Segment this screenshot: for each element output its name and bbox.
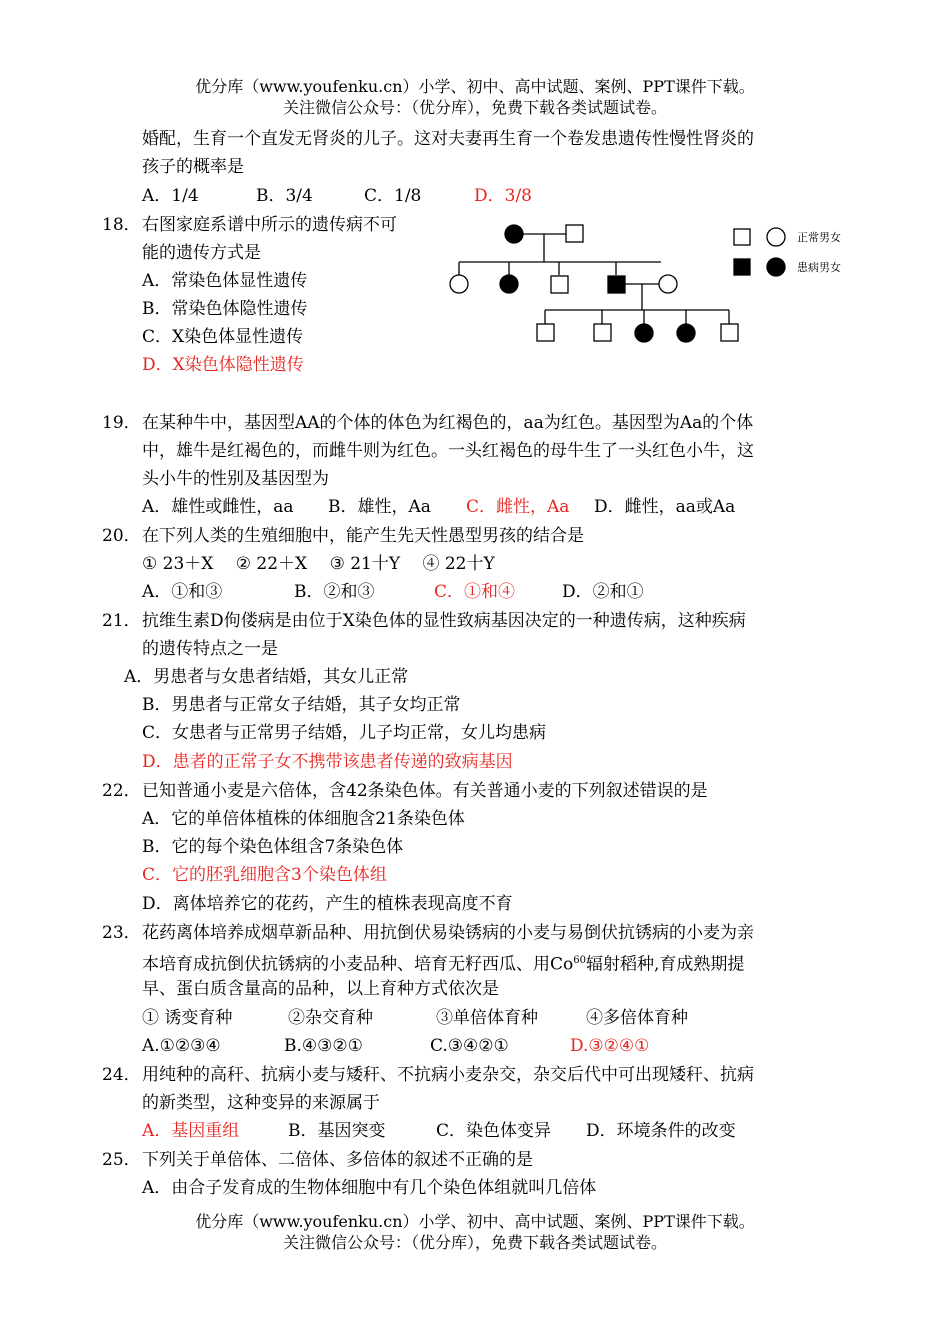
q23-method-2: ②杂交育种	[288, 1008, 373, 1028]
q23-method-1: ① 诱变育种	[142, 1008, 233, 1028]
q18-number: 18．	[102, 215, 141, 235]
q19-options	[142, 494, 735, 520]
legend-normal-label: 正常男女	[797, 231, 841, 244]
q23-options	[142, 1033, 649, 1059]
footer-line-1: 优分库（www.youfenku.cn）小学、初中、高中试题、案例、PPT课件下载。	[195, 1212, 755, 1231]
q23-option-c: C.③④②①	[430, 1036, 509, 1056]
legend-affected-male-icon	[734, 259, 750, 275]
q20-option-b: B．②和③	[294, 582, 375, 602]
gen2-affected-female	[500, 275, 518, 293]
q22-text-1: 已知普通小麦是六倍体，含42条染色体。有关普通小麦的下列叙述错误的是	[142, 781, 708, 801]
q22-number: 22．	[102, 781, 141, 801]
q19-option-a: A．雄性或雌性，aa	[142, 497, 294, 517]
pedigree-diagram	[445, 218, 850, 348]
q17-option-a: A．1/4	[142, 186, 199, 206]
gen3-affected-female-2	[677, 324, 695, 342]
q17-option-b: B．3/4	[256, 186, 313, 206]
q20-options	[142, 579, 644, 605]
q17-option-c: C．1/8	[364, 186, 422, 206]
q18-option-d: D．X染色体隐性遗传	[142, 355, 304, 375]
q24-text-2: 的新类型，这种变异的来源属于	[142, 1093, 380, 1113]
q19-text-3: 头小牛的性别及基因型为	[142, 469, 329, 489]
q17-text-1: 婚配，生育一个直发无肾炎的儿子。这对夫妻再生育一个卷发患遗传性慢性肾炎的	[142, 129, 754, 149]
q20-option-a: A．①和③	[142, 582, 223, 602]
q23-option-a: A.①②③④	[142, 1036, 221, 1056]
q18-option-c: C．X染色体显性遗传	[142, 327, 304, 347]
gen2-normal-female-1	[450, 275, 468, 293]
q21-option-a: A．男患者与女患者结婚，其女儿正常	[124, 667, 409, 687]
gen2-normal-male	[551, 276, 568, 293]
gen1-normal-male	[566, 225, 583, 242]
legend-normal-male-icon	[734, 229, 750, 245]
q21-option-b: B．男患者与正常女子结婚，其子女均正常	[142, 695, 461, 715]
header-line-1: 优分库（www.youfenku.cn）小学、初中、高中试题、案例、PPT课件下载。	[195, 77, 755, 96]
q18-option-b: B．常染色体隐性遗传	[142, 299, 308, 319]
legend-affected-female-icon	[767, 258, 785, 276]
q19-text-2: 中，雄牛是红褐色的，而雌牛则为红色。一头红褐色的母牛生了一头红色小牛，这	[142, 441, 754, 461]
q23-option-b: B.④③②①	[284, 1036, 363, 1056]
gen2-spouse-normal-female	[659, 275, 677, 293]
q19-option-d: D．雌性，aa或Aa	[594, 497, 736, 517]
q23-number: 23．	[102, 923, 141, 943]
q23-text-2b: 辐射稻种,育成熟期提	[585, 954, 745, 975]
gen3-normal-male-2	[594, 324, 611, 341]
q23-method-3: ③单倍体育种	[436, 1008, 538, 1028]
gen3-normal-male-1	[537, 324, 554, 341]
q23-text-1: 花药离体培养成烟草新品种、用抗倒伏易染锈病的小麦与易倒伏抗锈病的小麦为亲	[142, 923, 754, 943]
q24-number: 24．	[102, 1065, 141, 1085]
q21-option-c: C．女患者与正常男子结婚，儿子均正常，女儿均患病	[142, 723, 547, 743]
q23-option-d: D.③②④①	[570, 1036, 650, 1056]
q18-text-2: 能的遗传方式是	[142, 243, 261, 263]
q25-number: 25．	[102, 1150, 141, 1170]
q22-option-b: B．它的每个染色体组含7条染色体	[142, 837, 404, 857]
q23-text-2	[142, 948, 744, 978]
q22-option-c: C．它的胚乳细胞含3个染色体组	[142, 865, 387, 885]
q18-option-a: A．常染色体显性遗传	[142, 271, 308, 291]
header-line-2: 关注微信公众号：（优分库），免费下载各类试题试卷。	[282, 98, 667, 117]
gen2-affected-male	[608, 276, 625, 293]
q20-option-c: C．①和④	[434, 582, 516, 602]
q21-number: 21．	[102, 611, 141, 631]
q24-option-a: A．基因重组	[142, 1121, 240, 1141]
q22-option-a: A．它的单倍体植株的体细胞含21条染色体	[142, 809, 465, 829]
legend-normal-female-icon	[767, 228, 785, 246]
q19-number: 19．	[102, 413, 141, 433]
q25-text-1: 下列关于单倍体、二倍体、多倍体的叙述不正确的是	[142, 1150, 533, 1170]
q20-option-d: D．②和①	[562, 582, 644, 602]
q24-option-c: C．染色体变异	[436, 1121, 552, 1141]
q24-option-d: D．环境条件的改变	[586, 1121, 736, 1141]
q19-text-1: 在某种牛中，基因型AA的个体的体色为红褐色的，aa为红色。基因型为Aa的个体	[142, 413, 754, 433]
gen1-affected-female	[505, 225, 523, 243]
gen3-affected-female-1	[635, 324, 653, 342]
q17-text-2: 孩子的概率是	[142, 157, 244, 177]
q24-text-1: 用纯种的高秆、抗病小麦与矮秆、不抗病小麦杂交，杂交后代中可出现矮秆、抗病	[142, 1065, 754, 1085]
q23-text-3: 早、蛋白质含量高的品种，以上育种方式依次是	[142, 979, 499, 999]
q22-option-d: D．离体培养它的花药，产生的植株表现高度不育	[142, 894, 513, 914]
q18-text-1: 右图家庭系谱中所示的遗传病不可	[142, 215, 397, 235]
q21-text-1: 抗维生素D佝偻病是由位于X染色体的显性致病基因决定的一种遗传病，这种疾病	[142, 611, 746, 631]
q23-methods	[142, 1005, 688, 1031]
q24-option-b: B．基因突变	[288, 1121, 386, 1141]
q23-method-4: ④多倍体育种	[586, 1008, 688, 1028]
q24-options	[142, 1118, 736, 1144]
q20-items: ① 23＋X ② 22＋X ③ 21十Y ④ 22十Y	[142, 554, 495, 574]
q17-options	[142, 183, 532, 209]
q23-text-2a: 本培育成抗倒伏抗锈病的小麦品种、培育无籽西瓜、用Co	[142, 954, 574, 975]
q21-option-d: D．患者的正常子女不携带该患者传递的致病基因	[142, 752, 513, 772]
q20-number: 20．	[102, 526, 141, 546]
q23-superscript: 60	[573, 955, 586, 966]
q20-text-1: 在下列人类的生殖细胞中，能产生先天性愚型男孩的结合是	[142, 526, 584, 546]
q21-text-2: 的遗传特点之一是	[142, 639, 278, 659]
q17-option-d: D．3/8	[474, 186, 532, 206]
legend-affected-label: 患病男女	[797, 261, 841, 274]
q25-option-a: A．由合子发育成的生物体细胞中有几个染色体组就叫几倍体	[142, 1178, 597, 1198]
footer-line-2: 关注微信公众号：（优分库），免费下载各类试题试卷。	[282, 1233, 667, 1252]
gen3-normal-male-3	[721, 324, 738, 341]
q19-option-b: B．雄性，Aa	[328, 497, 431, 517]
q19-option-c: C．雌性，Aa	[466, 497, 570, 517]
